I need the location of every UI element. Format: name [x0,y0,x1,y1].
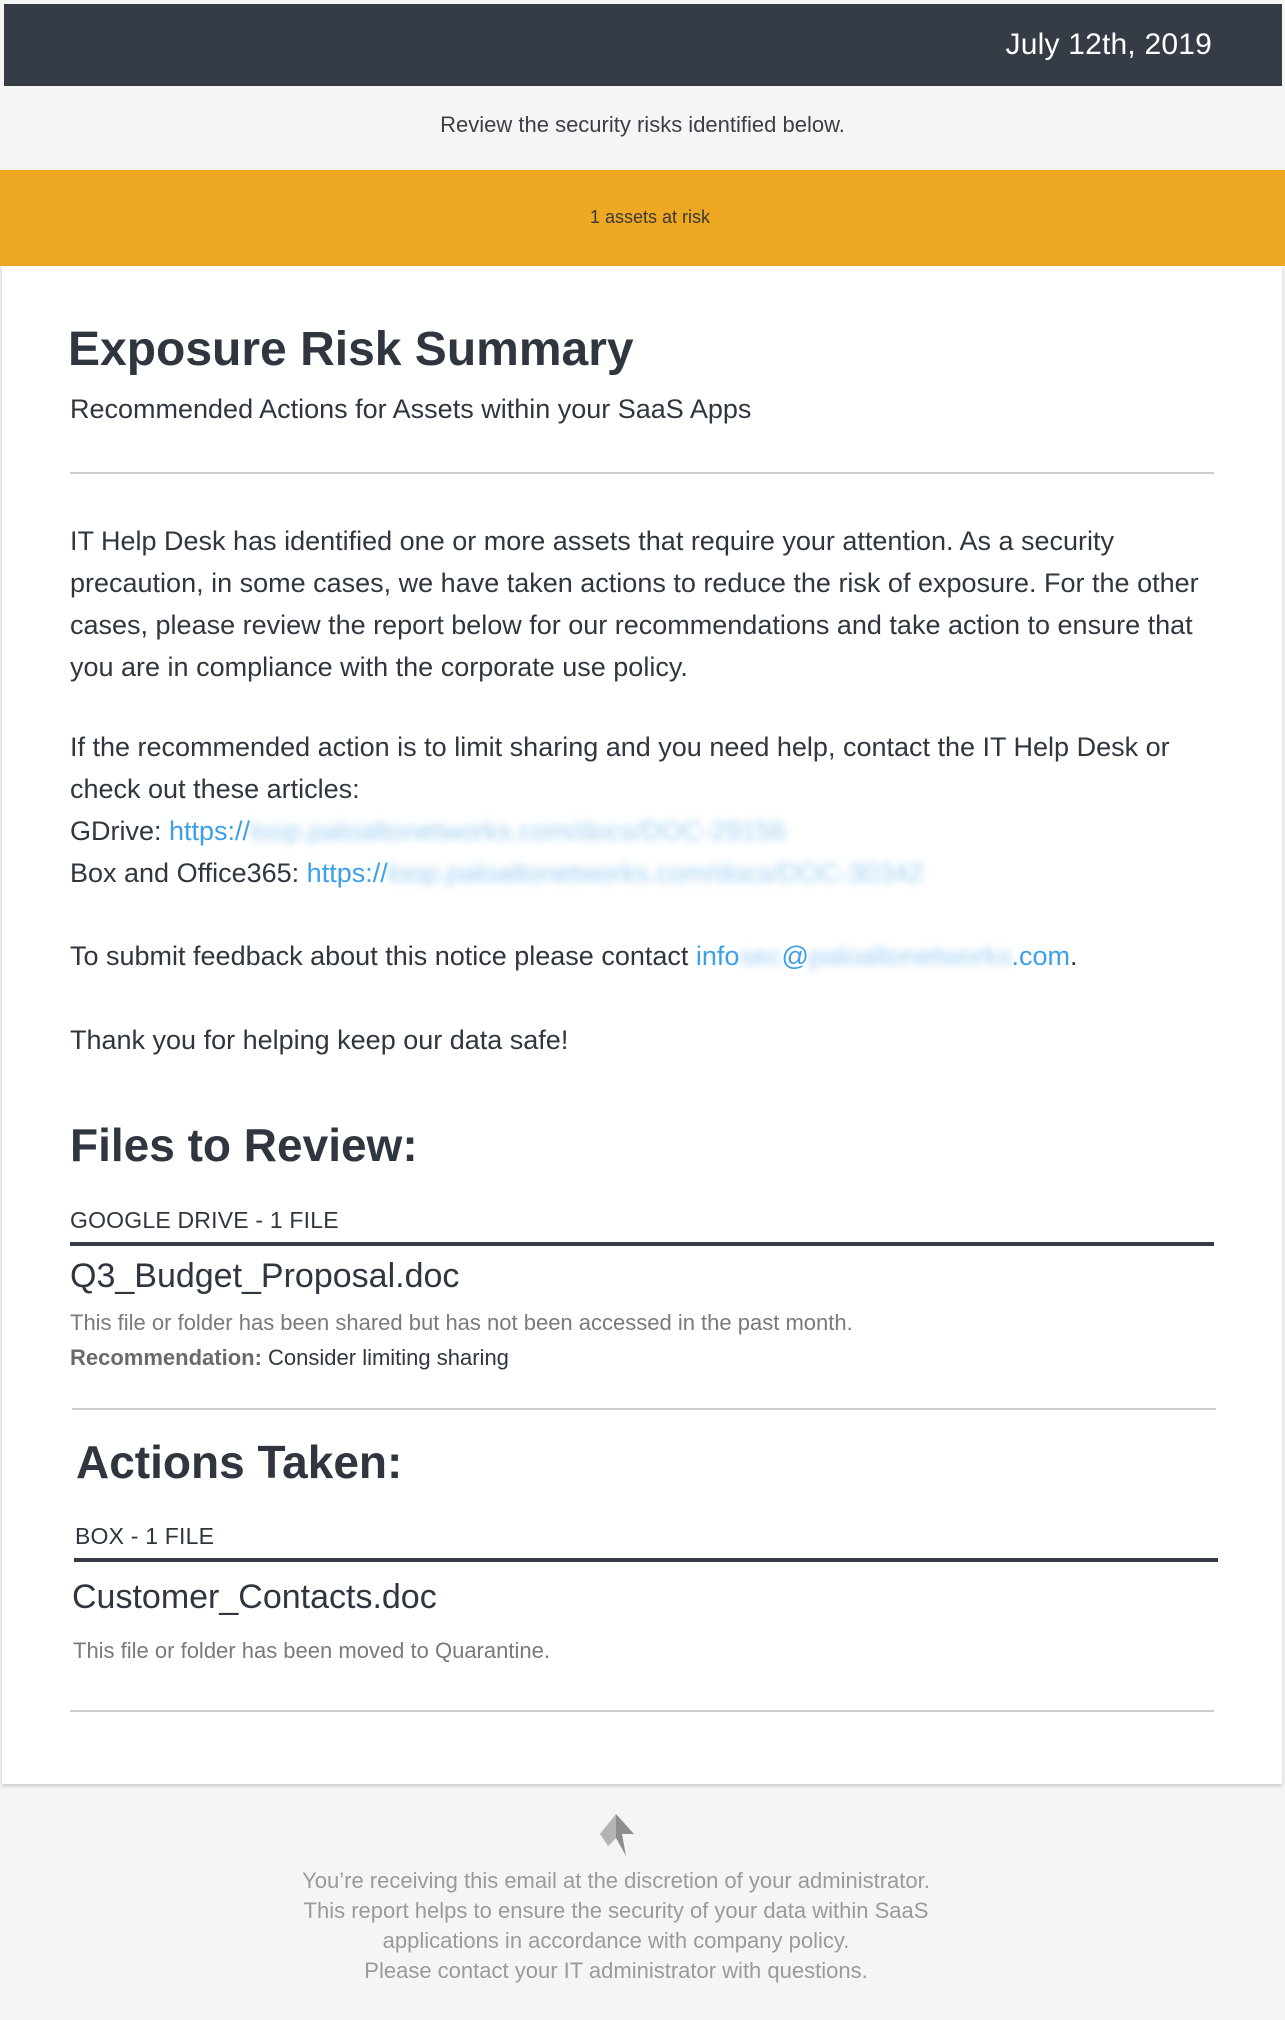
action-file-name[interactable]: Customer_Contacts.doc [72,1578,437,1616]
google-drive-section-label: GOOGLE DRIVE - 1 FILE [70,1207,339,1233]
footer-line: applications in accordance with company policy. [382,1928,850,1953]
report-date: July 12th, 2019 [1005,28,1212,61]
gdrive-article-link[interactable]: https://loop.paloaltonetworks.com/docs/DOC-29156 [169,816,786,846]
risk-banner [0,170,1285,266]
intro-paragraph: IT Help Desk has identified one or more assets that require your attention. As a security precaution, in some cases, we have taken actions to reduce the risk of exposure. For the other cases, please review the report below for our recommendations and take action to ensure that you are in compliance with the corporate use policy. [70,526,1199,682]
review-instructions: Review the security risks identified below. [440,112,845,137]
section-rule [70,1242,1214,1246]
footer-line: This report helps to ensure the security of your data within SaaS [303,1898,929,1923]
footer-line: Please contact your IT administrator with questions. [364,1958,868,1983]
gdrive-label: GDrive: [70,816,170,846]
footer-notice [0,1866,1232,1986]
help-articles-block [70,726,1230,894]
box-label: Box and Office365: [70,858,307,888]
box-article-line [70,852,1230,894]
recommendation [70,1345,509,1371]
divider [70,472,1214,474]
footer-line: You’re receiving this email at the discretion of your administrator. [302,1868,930,1893]
feedback-email-link[interactable]: infosec@paloaltonetworks.com [696,941,1070,971]
company-logo-icon [596,1812,636,1858]
divider [72,1408,1216,1410]
actions-taken-heading: Actions Taken: [76,1436,403,1488]
review-file-description: This file or folder has been shared but has not been accessed in the past month. [70,1310,853,1335]
box-section-label: BOX - 1 FILE [75,1523,215,1549]
recommendation-value: Consider limiting sharing [261,1345,509,1370]
box-article-link[interactable]: https://loop.paloaltonetworks.com/docs/DOC-30342 [307,858,924,888]
redacted-email: sec [739,941,782,971]
redacted-url: loop.paloaltonetworks.com/docs/DOC-30342 [387,858,924,888]
review-file-name[interactable]: Q3_Budget_Proposal.doc [70,1257,460,1295]
redacted-email: paloaltonetworks [808,941,1012,971]
section-rule [74,1558,1218,1562]
divider [70,1710,1214,1712]
gdrive-article-line [70,810,1230,852]
thanks-line: Thank you for helping keep our data safe! [70,1025,569,1055]
redacted-url: loop.paloaltonetworks.com/docs/DOC-29156 [250,816,786,846]
files-to-review-heading: Files to Review: [70,1119,418,1171]
action-file-description: This file or folder has been moved to Quarantine. [73,1638,550,1663]
assets-at-risk-count: 1 assets at risk [589,207,711,227]
recommendation-label: Recommendation: [70,1345,262,1370]
help-paragraph: If the recommended action is to limit sharing and you need help, contact the IT Help Desk or check out these articles: [70,732,1170,804]
page-subtitle: Recommended Actions for Assets within your SaaS Apps [70,394,752,424]
feedback-line: To submit feedback about this notice please contact infosec@paloaltonetworks.com. [70,935,1230,977]
header-bar [4,4,1282,86]
page-title: Exposure Risk Summary [68,323,634,376]
